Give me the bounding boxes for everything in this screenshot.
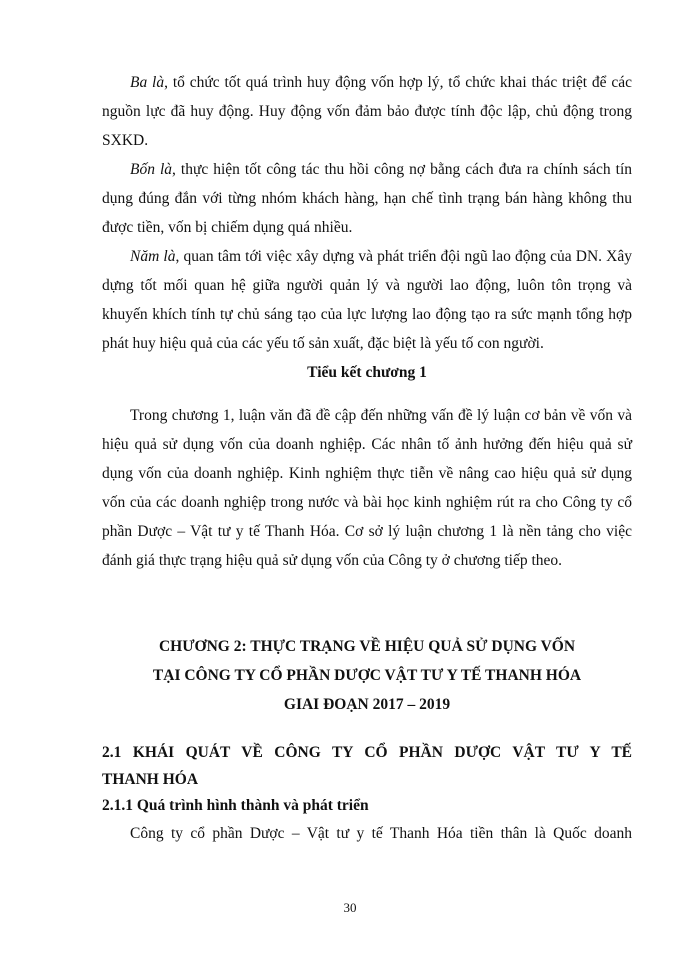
chapter-heading-line: TẠI CÔNG TY CỔ PHẦN DƯỢC VẬT TƯ Y TẾ THANH HÓA — [152, 667, 582, 684]
paragraph-text: , thực hiện tốt công tác thu hồi công nợ bằng cách đưa ra chính sách tín dụng đúng đắn với từng nhóm khách hàng, hạn chế tình trạng bán hàng không thu được tiền, vốn bị chiếm dụng quá nhiều. — [102, 161, 633, 236]
paragraph-nam-la — [102, 242, 632, 358]
document-page — [102, 68, 632, 848]
summary-paragraph: Trong chương 1, luận văn đã đề cập đến những vấn đề lý luận cơ bản về vốn và hiệu quả sử dụng vốn của doanh nghiệp. Các nhân tố ảnh hưởng đến hiệu quả sử dụng vốn của doanh nghiệp. Kinh nghiệm thực tiễn về nâng cao hiệu quả sử dụng vốn của các doanh nghiệp trong nước và bài học kinh nghiệm rút ra cho Công ty cổ phần Dược – Vật tư y tế Thanh Hóa. Cơ sở lý luận chương 1 là nền tảng cho việc đánh giá thực trạng hiệu quả sử dụng vốn của Công ty ở chương tiếp theo. — [102, 407, 632, 569]
paragraph-text: , quan tâm tới việc xây dựng và phát triển đội ngũ lao động của DN. Xây dựng tốt mối quan hệ giữa người quản lý và người lao động, luôn tôn trọng và khuyến khích tính tự chủ sáng tạo của lực lượng lao động tạo ra sức mạnh tổng hợp phát huy hiệu quả của các yếu tố sản xuất, đặc biệt là yếu tố con người. — [102, 248, 632, 352]
page-number: 30 — [343, 900, 357, 915]
paragraph-lead: Ba là — [130, 74, 165, 91]
section-heading — [102, 739, 632, 793]
chapter-heading-line: CHƯƠNG 2: THỰC TRẠNG VỀ HIỆU QUẢ SỬ DỤNG VỐN — [158, 638, 576, 655]
summary-title: Tiểu kết chương 1 — [307, 364, 427, 381]
paragraph-ba-la — [102, 68, 632, 155]
paragraph-text: , tổ chức tốt quá trình huy động vốn hợp lý, tổ chức khai thác triệt để các nguồn lực đã huy động. Huy động vốn đảm bảo được tính độc lập, chủ động trong SXKD. — [102, 74, 633, 149]
subsection-heading: 2.1.1 Quá trình hình thành và phát triển — [102, 797, 369, 814]
paragraph-bon-la — [102, 155, 632, 242]
chapter-heading-line: GIAI ĐOẠN 2017 – 2019 — [283, 696, 451, 713]
section-heading-line: THANH HÓA — [102, 771, 199, 788]
paragraph-lead: Bốn là — [130, 161, 173, 178]
paragraph-lead: Năm là — [130, 248, 176, 265]
body-paragraph: Công ty cổ phần Dược – Vật tư y tế Thanh Hóa tiền thân là Quốc doanh — [130, 825, 632, 842]
section-heading-line: 2.1 KHÁI QUÁT VỀ CÔNG TY CỔ PHẦN DƯỢC VẬT TƯ Y TẾ — [102, 744, 632, 761]
chapter-heading — [102, 632, 632, 719]
